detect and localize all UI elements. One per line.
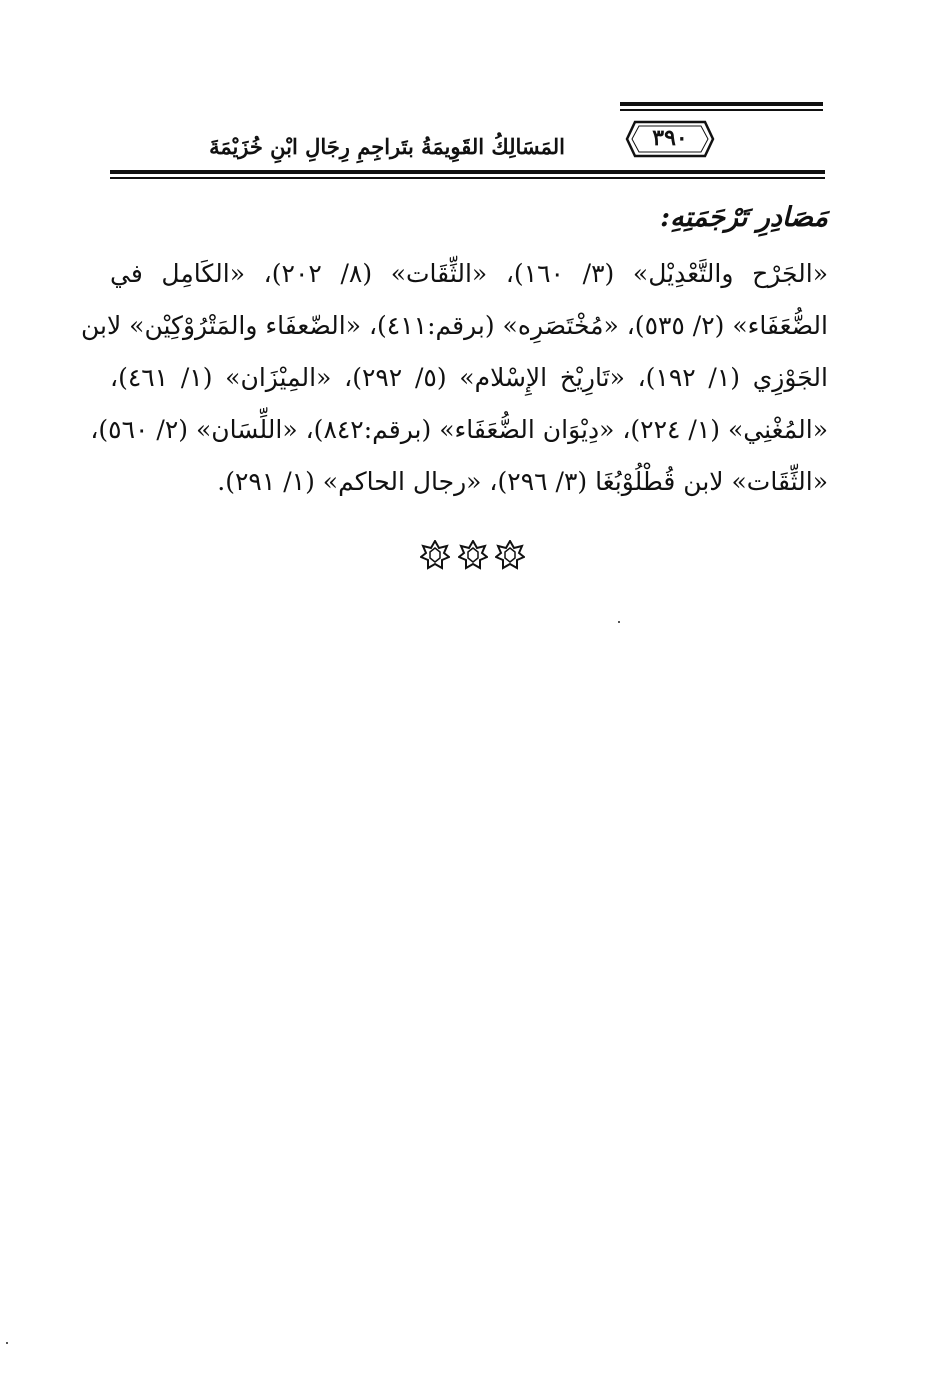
- page-number: ٣٩٠: [652, 125, 688, 151]
- eight-point-star-icon: [458, 540, 488, 570]
- text-line: «الجَرْح والتَّعْدِيْل» (٣/ ١٦٠)، «الثِّقَات» (٨/ ٢٠٢)، «الكَامِل في: [110, 259, 829, 288]
- header-top-rule: [620, 102, 823, 106]
- section-heading: مَصَادِرِ تَرْجَمَتِهِ:: [660, 202, 828, 233]
- header-top-rule-thin: [620, 109, 823, 111]
- eight-point-star-icon: [420, 540, 450, 570]
- page-header: [110, 98, 825, 188]
- main-text: [80, 196, 829, 508]
- header-bottom-rule: [110, 170, 825, 174]
- text-line: «الثِّقَات» لابن قُطْلُوْبُغَا (٣/ ٢٩٦)، «رجال الحاكم» (١/ ٢٩١).: [217, 467, 828, 496]
- text-line: «المُغْنِي» (١/ ٢٢٤)، «دِيْوَان الضُّعَفَاء» (برقم:٨٤٢)، «اللِّسَان» (٢/ ٥٦٠)،: [90, 415, 828, 444]
- text-line: الجَوْزِي (١/ ١٩٢)، «تَارِيْخ الإِسْلام» (٥/ ٢٩٢)، «المِيْزَان» (١/ ٤٦١)،: [110, 363, 828, 392]
- text-line: الضُّعَفَاء» (٢/ ٥٣٥)، «مُخْتَصَرِه» (برقم:٤١١)، «الضّعفَاء والمَتْرُوْكِيْن» لابن: [80, 311, 828, 340]
- scan-speck: [6, 1342, 8, 1344]
- header-bottom-rule-thin: [110, 177, 825, 179]
- page-number-frame: [625, 120, 715, 158]
- eight-point-star-icon: [495, 540, 525, 570]
- running-title: المَسَالِكُ القَوِيمَةُ بتَراجِمِ رِجَالِ ابْنِ خُزَيْمَةَ: [209, 134, 565, 159]
- section-end-ornaments: [420, 540, 525, 574]
- scan-speck: [618, 621, 620, 623]
